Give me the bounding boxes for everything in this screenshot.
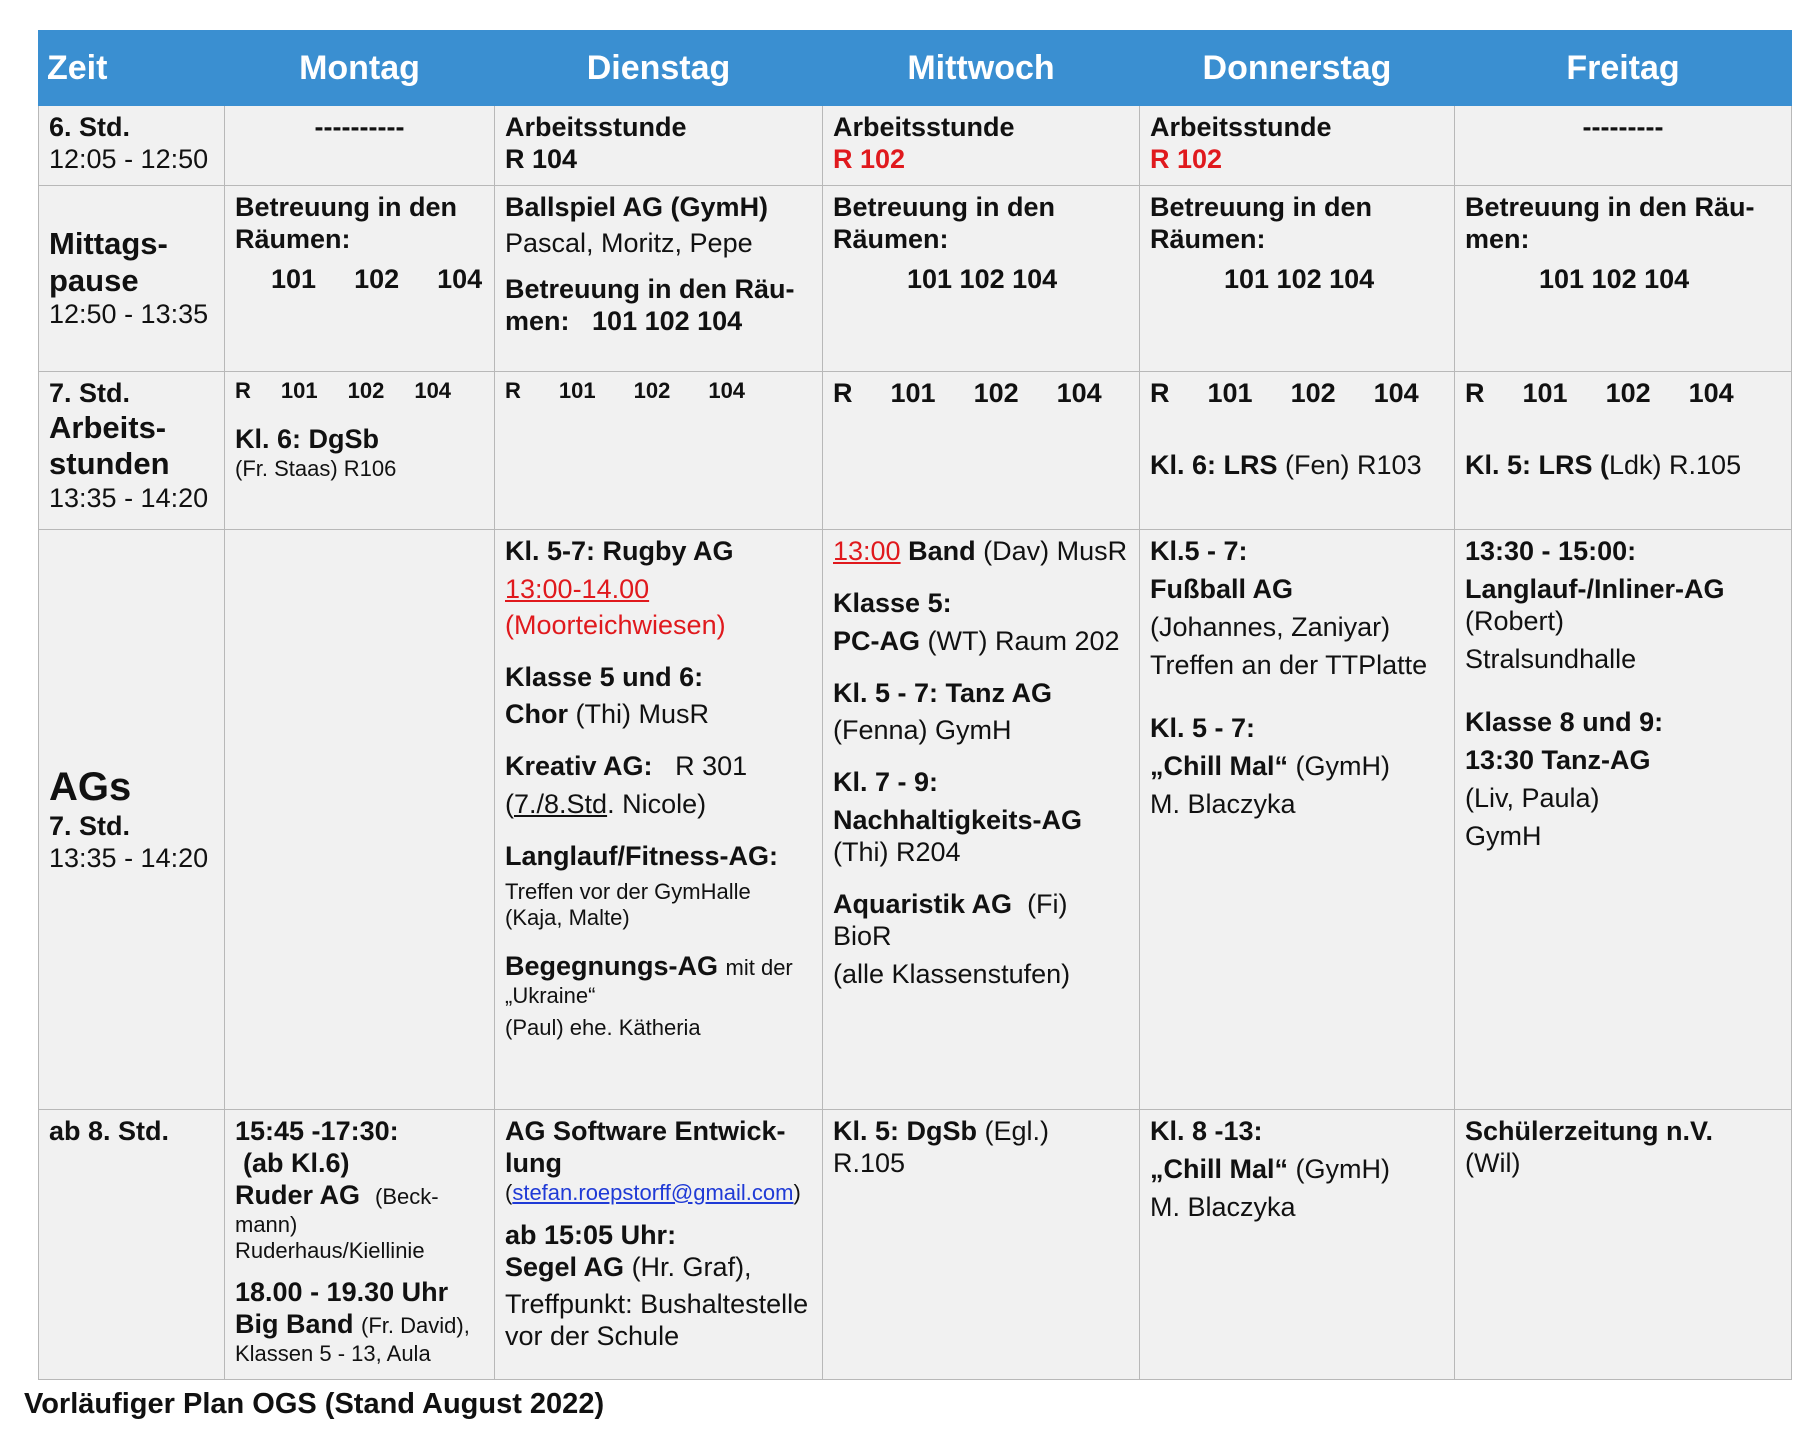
ag-detail: (Robert) (1465, 605, 1565, 636)
cell-wed-ags (823, 530, 1140, 1110)
cell-mon-mittag (225, 186, 495, 372)
ag-line (505, 951, 812, 983)
label-ab-8-std (39, 1110, 225, 1380)
ag-name: Schülerzeitung n.V. (1465, 1116, 1714, 1146)
ag-detail: (WT) Raum 202 (927, 625, 1120, 656)
room-r: R (235, 378, 251, 403)
room-102: 102 (1605, 378, 1651, 408)
ag-name: Kreativ AG: (505, 751, 653, 782)
row-mittagspause (39, 186, 1792, 372)
ag-detail: ( (505, 789, 514, 820)
time-text: 13:35 - 14:20 (49, 483, 209, 514)
ag-line (1150, 1154, 1444, 1186)
dash-text: --------- (1582, 112, 1664, 142)
room-102: 102 (347, 378, 385, 403)
ag-line (1150, 751, 1444, 783)
cell-tue-ab8 (495, 1110, 823, 1380)
room-104: 104 (1688, 378, 1734, 408)
ag-place: (Moorteichwiesen) (505, 609, 726, 640)
room-list: 101 102 104 (592, 305, 743, 336)
room-101: 101 (280, 378, 318, 403)
ag-title: Kl. 5 - 7: (1150, 713, 1256, 744)
row-6-std (39, 106, 1792, 186)
label-text: 7. Std. (49, 378, 131, 408)
cell-tue-6 (495, 106, 823, 186)
ag-line (505, 751, 812, 783)
label-text: stunden (49, 446, 170, 482)
room-list: 101 102 104 (907, 263, 1058, 294)
room-list (235, 264, 484, 296)
room-104: 104 (1056, 378, 1102, 408)
header-monday: Montag (225, 31, 495, 106)
ag-detail: GymH (1465, 821, 1542, 852)
room-list: 101 102 104 (1539, 263, 1690, 294)
cell-text: Räumen: (833, 223, 949, 254)
class-label: Kl. 6: LRS (1150, 449, 1278, 480)
cell-mon-ags (225, 530, 495, 1110)
label-text: 6. Std. (49, 112, 131, 142)
ag-detail: M. Blaczyka (1150, 789, 1296, 820)
ag-contact (505, 1180, 812, 1206)
cell-thu-7 (1140, 372, 1455, 530)
ag-detail: (ab Kl.6) (243, 1147, 350, 1178)
ag-detail: (Egl.) (984, 1116, 1050, 1146)
row-ab-8-std (39, 1110, 1792, 1380)
ag-detail: „Ukraine“ (505, 982, 596, 1008)
ag-time: 15:45 -17:30: (235, 1116, 399, 1146)
ag-title: Kl. 5 - 7: Tanz AG (833, 677, 1053, 708)
cell-text: men: (505, 305, 570, 336)
ag-name: PC-AG (833, 625, 920, 656)
cell-fri-6 (1455, 106, 1792, 186)
ag-title: Kl. 7 - 9: (833, 767, 939, 798)
row-7-std (39, 372, 1792, 530)
room-r: R (1150, 378, 1170, 408)
header-tuesday: Dienstag (495, 31, 823, 106)
label-text: ab 8. Std. (49, 1116, 170, 1146)
header-wednesday: Mittwoch (823, 31, 1140, 106)
ag-title: 13:30 - 15:00: (1465, 536, 1637, 566)
label-mittagspause (39, 186, 225, 372)
ag-title: Klasse 5 und 6: (505, 661, 704, 692)
ag-name: Begegnungs-AG (505, 950, 718, 981)
ag-detail: Stralsundhalle (1465, 643, 1637, 674)
ag-detail: (Beck- (375, 1183, 439, 1209)
ag-detail: vor der Schule (505, 1321, 680, 1352)
cell-wed-ab8 (823, 1110, 1140, 1380)
room-list (505, 378, 812, 404)
ag-detail: Ruderhaus/Kiellinie (235, 1237, 425, 1263)
cell-tue-ags (495, 530, 823, 1110)
ag-name: Langlauf-/Inliner-AG (1465, 573, 1725, 604)
ag-detail: (Fenna) GymH (833, 715, 1012, 746)
cell-thu-ab8 (1140, 1110, 1455, 1380)
room-list (833, 378, 1129, 410)
cell-text: Betreuung in den Räu- (1465, 192, 1755, 222)
ag-name: Big Band (235, 1309, 354, 1340)
room-r: R (833, 378, 853, 408)
dash-text: ---------- (314, 112, 405, 142)
room-102: 102 (354, 263, 400, 294)
label-text: AGs (49, 765, 132, 810)
ag-line (833, 536, 1129, 568)
cell-text: Arbeitsstunde (505, 112, 687, 142)
ag-detail: (Kaja, Malte) (505, 904, 630, 930)
label-text: pause (49, 262, 139, 298)
ag-detail: Treffpunkt: Bushaltestelle (505, 1289, 809, 1320)
ag-detail: (Johannes, Zaniyar) (1150, 611, 1391, 642)
ag-detail: (Fi) (1027, 888, 1068, 919)
room-101: 101 (1522, 378, 1568, 408)
ag-detail: (alle Klassenstufen) (833, 958, 1071, 989)
cell-mon-6 (225, 106, 495, 186)
room-101: 101 (558, 378, 596, 403)
cell-text: Betreuung in den Räu- (505, 273, 795, 304)
cell-wed-mittag (823, 186, 1140, 372)
ag-name: Ruder AG (235, 1179, 361, 1210)
cell-text: Arbeitsstunde (1150, 112, 1332, 142)
room-r: R (1465, 378, 1485, 408)
ag-line (505, 1252, 812, 1284)
ag-line (833, 626, 1129, 658)
cell-text (1465, 450, 1781, 482)
header-thursday: Donnerstag (1140, 31, 1455, 106)
schedule-table (38, 30, 1792, 1380)
header-friday: Freitag (1455, 31, 1792, 106)
ag-detail: (Wil) (1465, 1147, 1521, 1178)
cell-text: Betreuung in den (833, 192, 1055, 222)
cell-text: Arbeitsstunde (833, 112, 1015, 142)
cell-mon-7 (225, 372, 495, 530)
room-text: R 104 (505, 143, 578, 174)
label-text: 7. Std. (49, 811, 131, 842)
ag-line (235, 1180, 484, 1212)
cell-fri-ags (1455, 530, 1792, 1110)
room-list (235, 378, 484, 404)
cell-wed-7 (823, 372, 1140, 530)
cell-text: (Fr. Staas) R106 (235, 455, 397, 481)
ag-line (505, 789, 812, 821)
ag-name: „Chill Mal“ (1150, 1153, 1289, 1184)
ag-title: Kl. 5-7: Rugby AG (505, 536, 734, 566)
cell-text: Räumen: (1150, 223, 1266, 254)
ag-detail: BioR (833, 920, 892, 951)
room-101: 101 (271, 263, 317, 294)
ag-name: Chor (505, 699, 568, 730)
cell-fri-mittag (1455, 186, 1792, 372)
ag-detail: (GymH) (1295, 1153, 1391, 1184)
header-row (39, 31, 1792, 106)
label-ags (39, 530, 225, 1110)
cell-text: men: (1465, 223, 1530, 254)
ag-name: Segel AG (505, 1251, 625, 1282)
ag-detail: (Paul) ehe. Kätheria (505, 1014, 701, 1040)
cell-thu-6 (1140, 106, 1455, 186)
cell-text: Kl. 6: DgSb (235, 423, 380, 454)
label-text: Arbeits- (49, 409, 167, 445)
ag-name: Nachhaltigkeits-AG (833, 805, 1083, 836)
cell-text: Pascal, Moritz, Pepe (505, 227, 753, 258)
cell-text (505, 306, 812, 338)
cell-fri-ab8 (1455, 1110, 1792, 1380)
cell-thu-ags (1140, 530, 1455, 1110)
ag-line (833, 889, 1129, 921)
cell-fri-7 (1455, 372, 1792, 530)
ag-detail: (Thi) R204 (833, 837, 961, 868)
ag-line (505, 699, 812, 731)
ag-line (833, 1116, 1129, 1148)
header-zeit: Zeit (39, 31, 225, 106)
cell-tue-mittag (495, 186, 823, 372)
ag-title: Klasse 5: (833, 587, 952, 618)
ag-detail: R 301 (675, 751, 748, 782)
ag-name: Aquaristik AG (833, 888, 1013, 919)
room-104: 104 (414, 378, 452, 403)
ag-detail: (Thi) MusR (575, 699, 710, 730)
room-104: 104 (708, 378, 746, 403)
ag-time: 18.00 - 19.30 Uhr (235, 1277, 449, 1308)
ag-time: ab 15:05 Uhr: (505, 1219, 677, 1250)
ag-detail: (Liv, Paula) (1465, 783, 1600, 814)
ag-detail: Treffen vor der GymHalle (505, 878, 751, 904)
room-101: 101 (1207, 378, 1253, 408)
ag-line (235, 1309, 484, 1341)
cell-mon-ab8 (225, 1110, 495, 1380)
ag-title: Klasse 8 und 9: (1465, 707, 1664, 738)
footer-note: Vorläufiger Plan OGS (Stand August 2022) (24, 1388, 605, 1420)
ag-detail: (Fr. David), (361, 1313, 470, 1339)
ag-detail: mit der (725, 954, 793, 980)
bracket: ( (505, 1179, 513, 1205)
ag-name: Kl. 5: DgSb (833, 1116, 978, 1146)
ag-detail: 7./8.Std (514, 789, 608, 820)
time-text: 12:05 - 12:50 (49, 143, 209, 174)
ag-detail: Treffen an der TTPlatte (1150, 649, 1428, 680)
ag-detail: M. Blaczyka (1150, 1191, 1296, 1222)
room-102: 102 (633, 378, 671, 403)
room-104: 104 (437, 263, 483, 294)
cell-text: Ldk) R.105 (1609, 449, 1742, 480)
ag-detail: mann) (235, 1211, 298, 1237)
room-101: 101 (890, 378, 936, 408)
email-link[interactable]: stefan.roepstorff@gmail.com (512, 1179, 794, 1205)
label-text: Mittags- (49, 225, 168, 261)
ag-title: Kl. 8 -13: (1150, 1116, 1263, 1146)
bracket: ) (793, 1179, 801, 1205)
cell-text: (Fen) R103 (1285, 449, 1422, 480)
ag-name: Band (908, 536, 976, 566)
ag-detail: (Hr. Graf), (631, 1251, 752, 1282)
ag-detail: R.105 (833, 1147, 906, 1178)
cell-wed-6 (823, 106, 1140, 186)
ag-time: 13:00 (833, 536, 901, 566)
room-text: R 102 (833, 143, 906, 174)
ag-title: Langlauf/Fitness-AG: (505, 841, 779, 872)
room-list (1465, 378, 1781, 410)
ag-detail: (Dav) MusR (983, 536, 1128, 566)
label-6-std (39, 106, 225, 186)
ag-detail: (GymH) (1295, 751, 1391, 782)
ag-detail: . Nicole) (607, 789, 707, 820)
ag-name: 13:30 Tanz-AG (1465, 745, 1651, 776)
room-text: R 102 (1150, 143, 1223, 174)
cell-tue-7 (495, 372, 823, 530)
row-ags (39, 530, 1792, 1110)
ag-name: lung (505, 1147, 562, 1178)
ag-time: 13:00-14.00 (505, 573, 650, 604)
room-list: 101 102 104 (1224, 263, 1375, 294)
room-102: 102 (1290, 378, 1336, 408)
room-list (1150, 378, 1444, 410)
cell-text (1150, 450, 1444, 482)
cell-text: Räumen: (235, 223, 351, 254)
cell-text: Ballspiel AG (GymH) (505, 192, 769, 222)
cell-text: Betreuung in den (1150, 192, 1372, 222)
ag-name: Fußball AG (1150, 573, 1293, 604)
class-label: Kl. 5: LRS ( (1465, 449, 1610, 480)
ag-title: Kl.5 - 7: (1150, 536, 1248, 566)
time-text: 12:50 - 13:35 (49, 299, 209, 330)
room-104: 104 (1373, 378, 1419, 408)
ag-detail: Klassen 5 - 13, Aula (235, 1341, 431, 1367)
room-r: R (505, 378, 521, 403)
cell-text: Betreuung in den (235, 192, 457, 222)
cell-thu-mittag (1140, 186, 1455, 372)
ag-name: „Chill Mal“ (1150, 751, 1289, 782)
time-text: 13:35 - 14:20 (49, 843, 209, 874)
ag-name: AG Software Entwick- (505, 1116, 786, 1146)
room-102: 102 (973, 378, 1019, 408)
label-7-std (39, 372, 225, 530)
